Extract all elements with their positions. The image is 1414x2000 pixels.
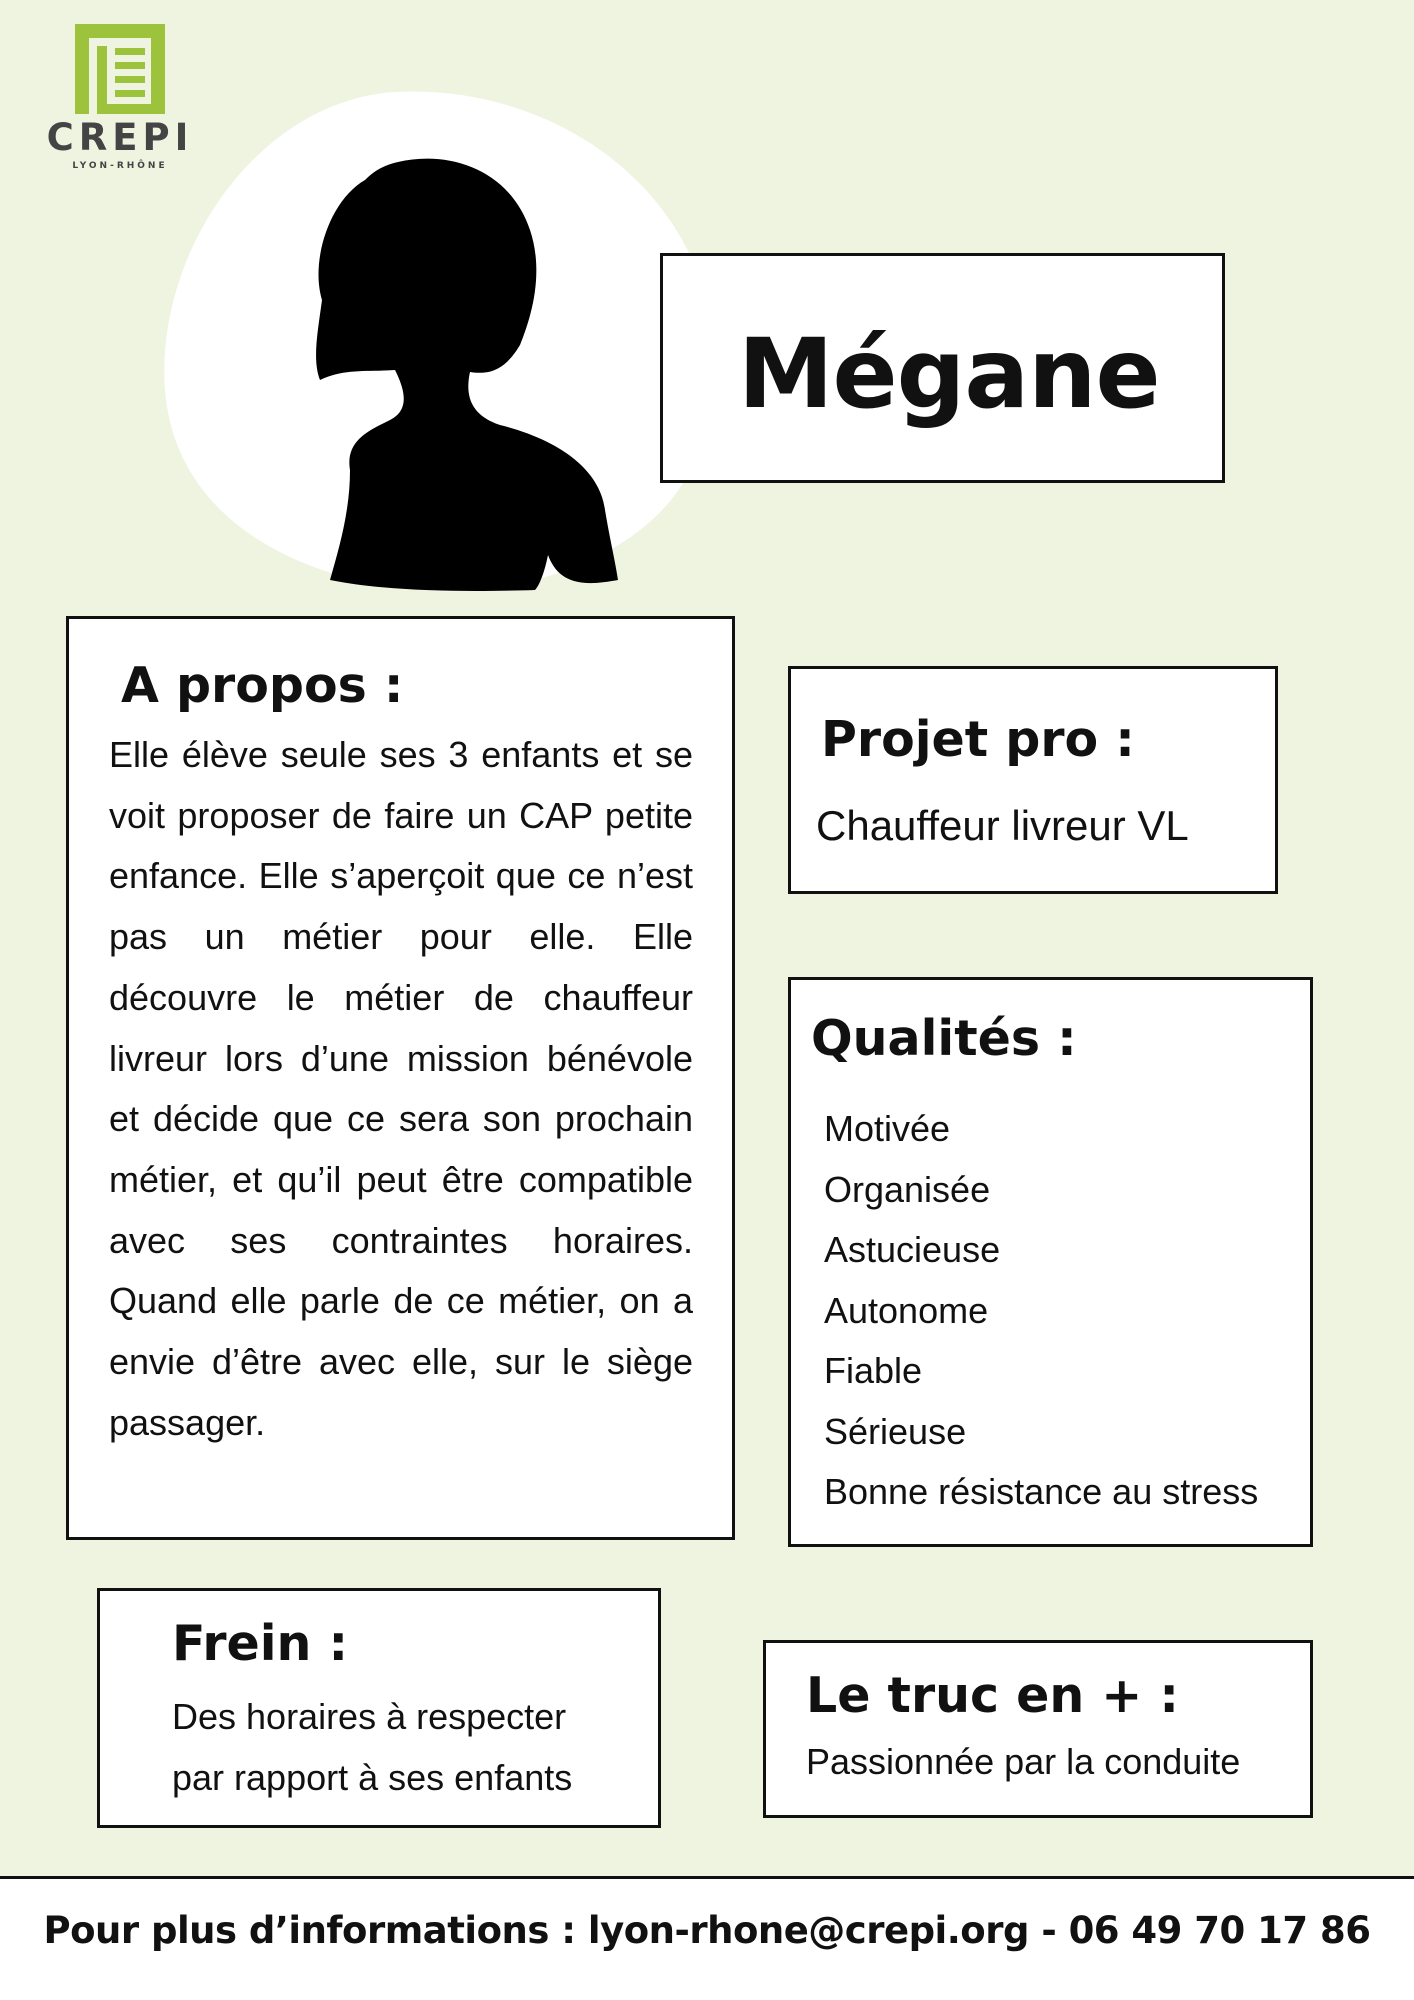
- frein-title: Frein :: [172, 1615, 349, 1672]
- list-item: Sérieuse: [824, 1410, 967, 1452]
- projet-value: Chauffeur livreur VL: [816, 802, 1189, 849]
- frein-line: par rapport à ses enfants: [172, 1756, 573, 1798]
- footer: [0, 1876, 1414, 2000]
- crepi-logo-mark: [75, 24, 165, 114]
- list-item: Organisée: [824, 1168, 991, 1210]
- logo-subtitle: LYON-RHÔNE: [72, 161, 168, 171]
- projet-title: Projet pro :: [821, 711, 1135, 768]
- qualites-list: [824, 1099, 1258, 1523]
- list-item: Bonne résistance au stress: [824, 1471, 1259, 1512]
- list-item: Motivée: [824, 1108, 951, 1149]
- profile-name: Mégane: [738, 318, 1160, 430]
- list-item: Autonome: [824, 1289, 989, 1331]
- truc-value: Passionnée par la conduite: [806, 1741, 1241, 1782]
- truc-section: [763, 1640, 1313, 1818]
- list-item: Fiable: [824, 1350, 923, 1391]
- logo-name: CREPI: [46, 116, 194, 159]
- footer-contact: Pour plus d’informations : lyon-rhone@crepi.org - 06 49 70 17 86: [43, 1909, 1371, 1952]
- list-item: Astucieuse: [824, 1229, 1001, 1270]
- truc-title: Le truc en + :: [806, 1667, 1179, 1724]
- frein-section: [97, 1588, 661, 1828]
- frein-text: [172, 1687, 642, 1808]
- about-text: Elle élève seule ses 3 enfants et se voit proposer de faire un CAP petite enfance. Elle s’aperçoit que ce n’est pas un métier pour elle. Elle découvre le métier de chauffeur livreur lors d’une mission bénévole et décide que ce sera son prochain métier, et qu’il peut être compatible avec ses contraintes horaires. Quand elle parle de ce métier, on a envie d’être avec elle, sur le siège passager.: [109, 734, 693, 1443]
- qualites-section: [788, 977, 1313, 1547]
- about-title: A propos :: [121, 657, 404, 714]
- about-section: [66, 616, 735, 1540]
- frein-line: Des horaires à respecter: [172, 1696, 567, 1737]
- qualites-title: Qualités :: [811, 1010, 1077, 1067]
- crepi-logo: [40, 24, 200, 184]
- name-card: [660, 253, 1225, 483]
- projet-section: [788, 666, 1278, 894]
